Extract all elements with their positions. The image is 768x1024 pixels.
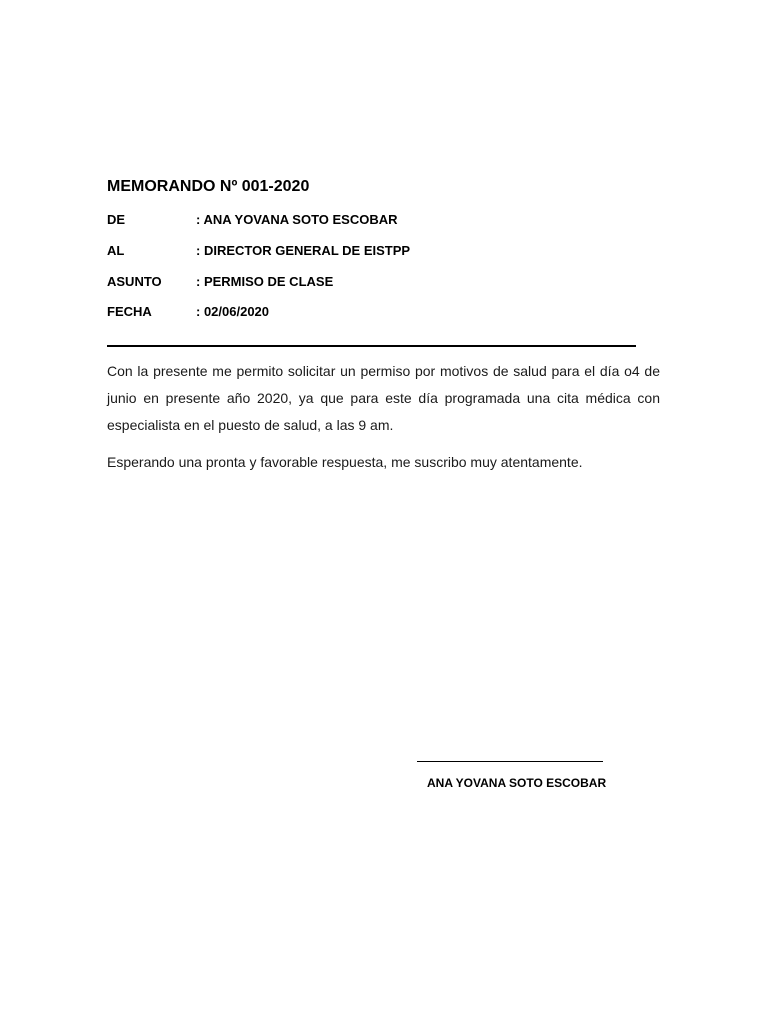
field-value-de: : ANA YOVANA SOTO ESCOBAR — [196, 212, 398, 227]
signature-name: ANA YOVANA SOTO ESCOBAR — [427, 776, 607, 790]
body-paragraph-1: Con la presente me permito solicitar un permiso por motivos de salud para el día o4 de junio en presente año 2020, ya que para este día programada una cita médica con especialista en el puesto de salud, a las 9 am. — [107, 363, 660, 433]
signature-line — [417, 761, 603, 762]
field-label-al: AL — [107, 243, 125, 258]
header-divider — [107, 345, 636, 347]
field-value-asunto: : PERMISO DE CLASE — [196, 274, 334, 289]
field-label-fecha: FECHA — [107, 304, 152, 319]
field-value-al: : DIRECTOR GENERAL DE EISTPP — [196, 243, 411, 258]
field-value-fecha: : 02/06/2020 — [196, 304, 270, 319]
memo-title: MEMORANDO Nº 001-2020 — [107, 178, 310, 195]
field-label-asunto: ASUNTO — [107, 274, 162, 289]
body-paragraph-2: Esperando una pronta y favorable respuesta, me suscribo muy atentamente. — [107, 454, 583, 470]
field-label-de: DE — [107, 212, 126, 227]
